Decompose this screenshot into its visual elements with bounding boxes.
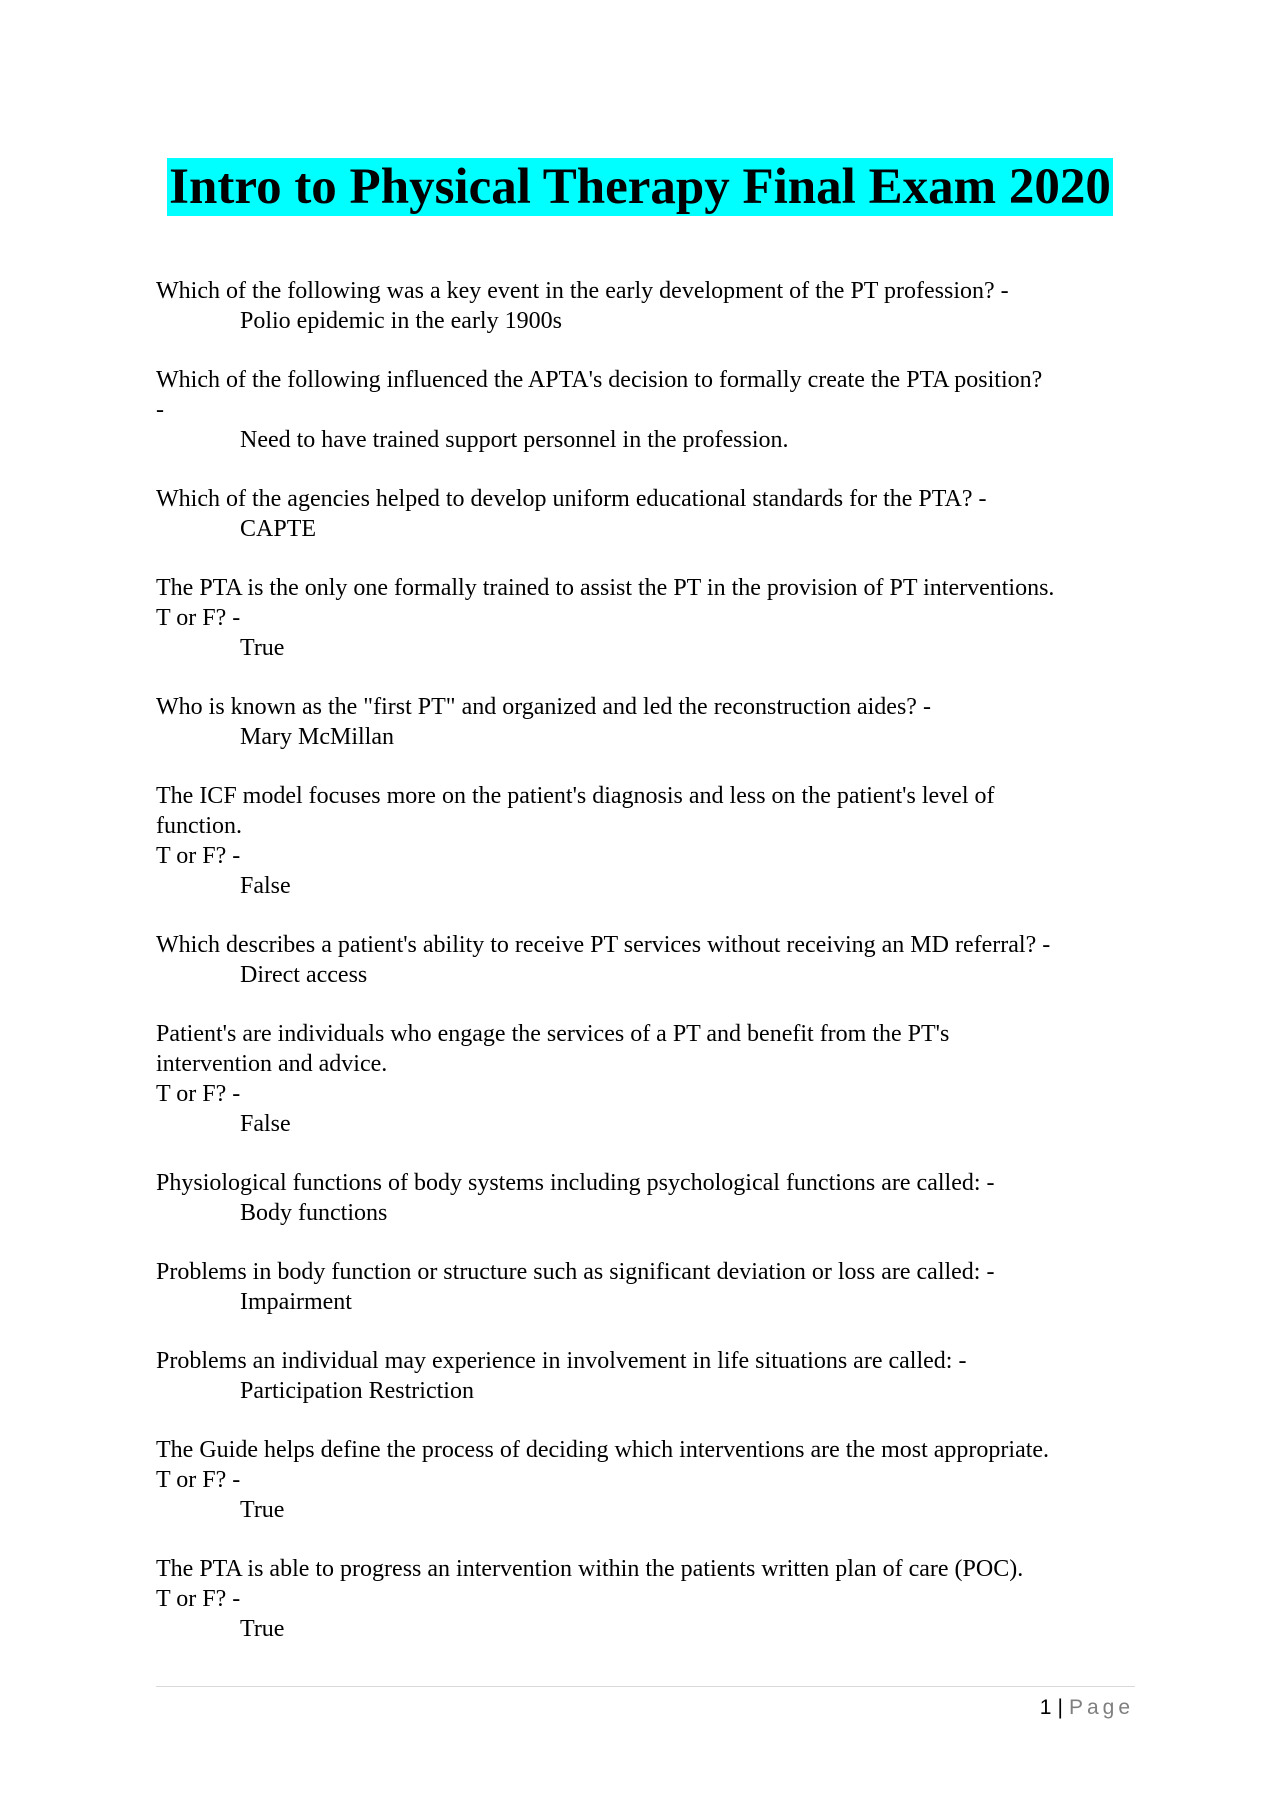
answer-text: Impairment bbox=[240, 1289, 352, 1315]
qa-item-12 bbox=[156, 1435, 1136, 1525]
footer-separator: | bbox=[1057, 1696, 1063, 1719]
qa-list bbox=[156, 276, 1136, 1673]
answer-text: Mary McMillan bbox=[240, 724, 394, 750]
question-text: Physiological functions of body systems including psychological functions are called: - bbox=[156, 1170, 995, 1196]
question-text: Problems an individual may experience in involvement in life situations are called: - bbox=[156, 1348, 967, 1374]
qa-item-3 bbox=[156, 484, 1136, 544]
question-text: The ICF model focuses more on the patient's diagnosis and less on the patient's level of function. T or F? - bbox=[156, 783, 995, 869]
document-title: Intro to Physical Therapy Final Exam 2020 bbox=[169, 159, 1111, 215]
qa-item-9 bbox=[156, 1168, 1136, 1228]
qa-item-1 bbox=[156, 276, 1136, 336]
qa-item-2 bbox=[156, 365, 1136, 455]
qa-item-11 bbox=[156, 1346, 1136, 1406]
qa-item-13 bbox=[156, 1554, 1136, 1644]
qa-item-6 bbox=[156, 781, 1136, 901]
question-text: The Guide helps define the process of deciding which interventions are the most appropriate. T or F? - bbox=[156, 1437, 1050, 1493]
answer-text: Participation Restriction bbox=[240, 1378, 474, 1404]
question-text: Which describes a patient's ability to receive PT services without receiving an MD referral? - bbox=[156, 932, 1051, 958]
answer-text: True bbox=[240, 1616, 285, 1642]
answer-text: CAPTE bbox=[240, 516, 317, 542]
qa-item-7 bbox=[156, 930, 1136, 990]
question-text: The PTA is the only one formally trained to assist the PT in the provision of PT interventions. T or F? - bbox=[156, 575, 1055, 631]
qa-item-8 bbox=[156, 1019, 1136, 1139]
question-text: Which of the following was a key event in the early development of the PT profession? - bbox=[156, 278, 1009, 304]
answer-text: Polio epidemic in the early 1900s bbox=[240, 308, 562, 334]
question-text: Which of the agencies helped to develop uniform educational standards for the PTA? - bbox=[156, 486, 987, 512]
qa-item-10 bbox=[156, 1257, 1136, 1317]
footer-divider bbox=[156, 1686, 1135, 1687]
answer-text: False bbox=[240, 873, 291, 899]
page-number: 1 bbox=[1039, 1696, 1052, 1719]
page-label: Page bbox=[1068, 1696, 1134, 1719]
question-text: Which of the following influenced the APTA's decision to formally create the PTA position? - bbox=[156, 367, 1043, 423]
question-text: Patient's are individuals who engage the services of a PT and benefit from the PT's intervention and advice. T or F? - bbox=[156, 1021, 950, 1107]
answer-text: Body functions bbox=[240, 1200, 388, 1226]
qa-item-5 bbox=[156, 692, 1136, 752]
qa-item-4 bbox=[156, 573, 1136, 663]
answer-text: Direct access bbox=[240, 962, 368, 988]
question-text: Who is known as the "first PT" and organized and led the reconstruction aides? - bbox=[156, 694, 931, 720]
answer-text: True bbox=[240, 635, 285, 661]
title-container bbox=[0, 158, 1280, 216]
question-text: Problems in body function or structure such as significant deviation or loss are called: - bbox=[156, 1259, 995, 1285]
answer-text: False bbox=[240, 1111, 291, 1137]
question-text: The PTA is able to progress an intervention within the patients written plan of care (POC). T or F? - bbox=[156, 1556, 1024, 1612]
page-footer bbox=[1040, 1694, 1134, 1722]
answer-text: True bbox=[240, 1497, 285, 1523]
answer-text: Need to have trained support personnel in the profession. bbox=[240, 427, 789, 453]
